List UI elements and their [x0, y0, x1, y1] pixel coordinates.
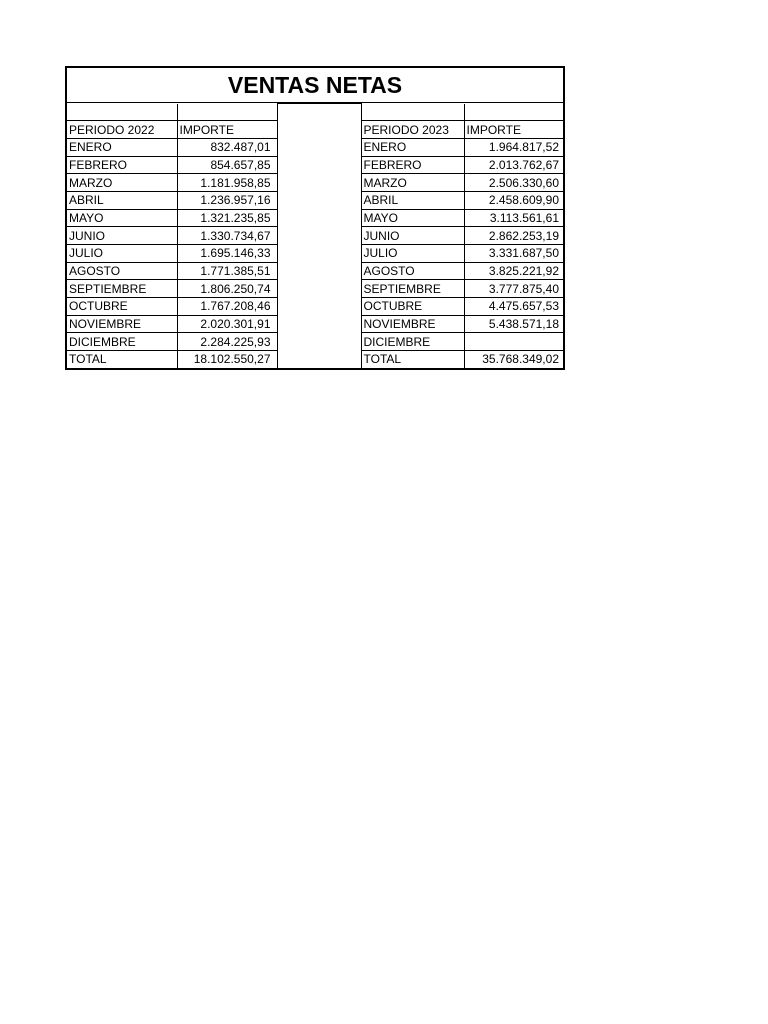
- table-row: [67, 280, 565, 298]
- amount-2023-cell: 2.862.253,19: [464, 227, 565, 245]
- month-2022-cell: OCTUBRE: [67, 298, 177, 316]
- amount-2022-cell: 2.284.225,93: [177, 333, 277, 351]
- spacer-cell: [277, 156, 361, 174]
- header-period-2023: PERIODO 2023: [361, 121, 464, 139]
- amount-2023-cell: [464, 333, 565, 351]
- amount-2023-cell: 3.777.875,40: [464, 280, 565, 298]
- amount-2023-cell: 1.964.817,52: [464, 138, 565, 156]
- blank-row: [67, 104, 565, 121]
- amount-2022-cell: 2.020.301,91: [177, 315, 277, 333]
- header-amount-2023: IMPORTE: [464, 121, 565, 139]
- amount-2023-cell: 5.438.571,18: [464, 315, 565, 333]
- amount-2022-cell: 1.806.250,74: [177, 280, 277, 298]
- month-2022-cell: JULIO: [67, 245, 177, 263]
- spacer-cell: [277, 262, 361, 280]
- amount-2023-cell: 4.475.657,53: [464, 298, 565, 316]
- month-2022-cell: NOVIEMBRE: [67, 315, 177, 333]
- table-row: [67, 262, 565, 280]
- header-row: [67, 121, 565, 139]
- month-2023-cell: FEBRERO: [361, 156, 464, 174]
- table-row: [67, 209, 565, 227]
- spacer-cell: [277, 209, 361, 227]
- amount-2022-cell: 1.767.208,46: [177, 298, 277, 316]
- month-2023-cell: ENERO: [361, 138, 464, 156]
- total-amount-2023: 35.768.349,02: [464, 351, 565, 368]
- month-2023-cell: JUNIO: [361, 227, 464, 245]
- amount-2022-cell: 1.236.957,16: [177, 191, 277, 209]
- header-period-2022: PERIODO 2022: [67, 121, 177, 139]
- amount-2023-cell: 3.825.221,92: [464, 262, 565, 280]
- amount-2023-cell: 2.013.762,67: [464, 156, 565, 174]
- month-2023-cell: NOVIEMBRE: [361, 315, 464, 333]
- table-row: [67, 138, 565, 156]
- month-2022-cell: MAYO: [67, 209, 177, 227]
- month-2022-cell: ABRIL: [67, 191, 177, 209]
- amount-2022-cell: 1.330.734,67: [177, 227, 277, 245]
- total-label-2022: TOTAL: [67, 351, 177, 368]
- blank-cell: [67, 104, 177, 121]
- month-2022-cell: SEPTIEMBRE: [67, 280, 177, 298]
- month-2022-cell: FEBRERO: [67, 156, 177, 174]
- spacer-cell: [277, 174, 361, 192]
- amount-2022-cell: 1.181.958,85: [177, 174, 277, 192]
- month-2023-cell: MAYO: [361, 209, 464, 227]
- header-amount-2022: IMPORTE: [177, 121, 277, 139]
- table-row: [67, 174, 565, 192]
- month-2022-cell: JUNIO: [67, 227, 177, 245]
- spacer-cell: [277, 227, 361, 245]
- month-2022-cell: DICIEMBRE: [67, 333, 177, 351]
- month-2023-cell: SEPTIEMBRE: [361, 280, 464, 298]
- month-2022-cell: ENERO: [67, 138, 177, 156]
- spacer-cell: [277, 191, 361, 209]
- month-2023-cell: ABRIL: [361, 191, 464, 209]
- amount-2022-cell: 1.695.146,33: [177, 245, 277, 263]
- amount-2023-cell: 2.458.609,90: [464, 191, 565, 209]
- sales-table: [67, 103, 565, 368]
- month-2023-cell: MARZO: [361, 174, 464, 192]
- total-amount-2022: 18.102.550,27: [177, 351, 277, 368]
- amount-2022-cell: 832.487,01: [177, 138, 277, 156]
- amount-2022-cell: 1.321.235,85: [177, 209, 277, 227]
- month-2023-cell: JULIO: [361, 245, 464, 263]
- table-row: [67, 227, 565, 245]
- month-2023-cell: OCTUBRE: [361, 298, 464, 316]
- amount-2022-cell: 854.657,85: [177, 156, 277, 174]
- spacer-cell: [277, 280, 361, 298]
- spacer-cell: [277, 138, 361, 156]
- month-2023-cell: AGOSTO: [361, 262, 464, 280]
- spacer-cell: [277, 351, 361, 368]
- table-row: [67, 333, 565, 351]
- spacer-cell: [277, 333, 361, 351]
- table-row: [67, 191, 565, 209]
- spacer-cell: [277, 315, 361, 333]
- amount-2023-cell: 3.113.561,61: [464, 209, 565, 227]
- blank-cell: [277, 104, 361, 121]
- table-row: [67, 315, 565, 333]
- spacer-cell: [277, 121, 361, 139]
- blank-cell: [361, 104, 464, 121]
- spacer-cell: [277, 245, 361, 263]
- table-row: [67, 156, 565, 174]
- spacer-cell: [277, 298, 361, 316]
- sheet-title: VENTAS NETAS: [67, 68, 563, 103]
- table-row: [67, 298, 565, 316]
- sales-sheet: [65, 66, 565, 370]
- amount-2023-cell: 3.331.687,50: [464, 245, 565, 263]
- amount-2023-cell: 2.506.330,60: [464, 174, 565, 192]
- total-label-2023: TOTAL: [361, 351, 464, 368]
- total-row: [67, 351, 565, 368]
- month-2022-cell: MARZO: [67, 174, 177, 192]
- blank-cell: [177, 104, 277, 121]
- blank-cell: [464, 104, 565, 121]
- month-2023-cell: DICIEMBRE: [361, 333, 464, 351]
- table-row: [67, 245, 565, 263]
- amount-2022-cell: 1.771.385,51: [177, 262, 277, 280]
- month-2022-cell: AGOSTO: [67, 262, 177, 280]
